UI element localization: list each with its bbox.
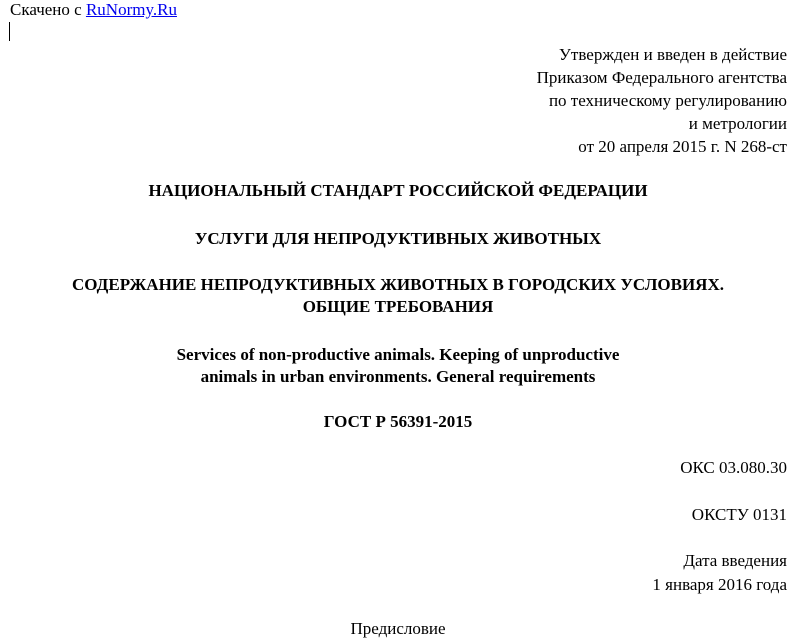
keeping-heading-line: ОБЩИЕ ТРЕБОВАНИЯ (302, 297, 494, 316)
approval-line: и метрологии (688, 114, 787, 133)
okstu-code: ОКСТУ 0131 (691, 505, 787, 524)
keeping-heading (0, 274, 790, 318)
english-title (0, 344, 790, 388)
oks-code: ОКС 03.080.30 (680, 458, 787, 477)
keeping-heading-line: СОДЕРЖАНИЕ НЕПРОДУКТИВНЫХ ЖИВОТНЫХ В ГОРОДСКИХ УСЛОВИЯХ. (72, 275, 724, 294)
introduction-label: Дата введения (683, 551, 787, 570)
introduction-date: 1 января 2016 года (652, 575, 787, 594)
source-prefix: Скачено с (10, 0, 86, 19)
approval-line: от 20 апреля 2015 г. N 268-ст (578, 137, 787, 156)
english-title-line: Services of non-productive animals. Keeping of unproductive (176, 345, 620, 364)
preface-heading: Предисловие (350, 619, 446, 638)
services-heading: УСЛУГИ ДЛЯ НЕПРОДУКТИВНЫХ ЖИВОТНЫХ (194, 229, 602, 248)
introduction-date-block (652, 549, 787, 597)
approval-line: по техническому регулированию (548, 91, 787, 110)
text-cursor (9, 22, 10, 41)
approval-line: Приказом Федерального агентства (536, 68, 787, 87)
gost-number: ГОСТ Р 56391-2015 (323, 412, 473, 431)
national-standard-heading: НАЦИОНАЛЬНЫЙ СТАНДАРТ РОССИЙСКОЙ ФЕДЕРАЦИИ (148, 181, 648, 200)
english-title-line: animals in urban environments. General requirements (200, 367, 596, 386)
approval-line: Утвержден и введен в действие (558, 45, 787, 64)
source-line (10, 0, 177, 20)
approval-block (537, 43, 787, 158)
runormy-link[interactable]: RuNormy.Ru (85, 0, 177, 19)
